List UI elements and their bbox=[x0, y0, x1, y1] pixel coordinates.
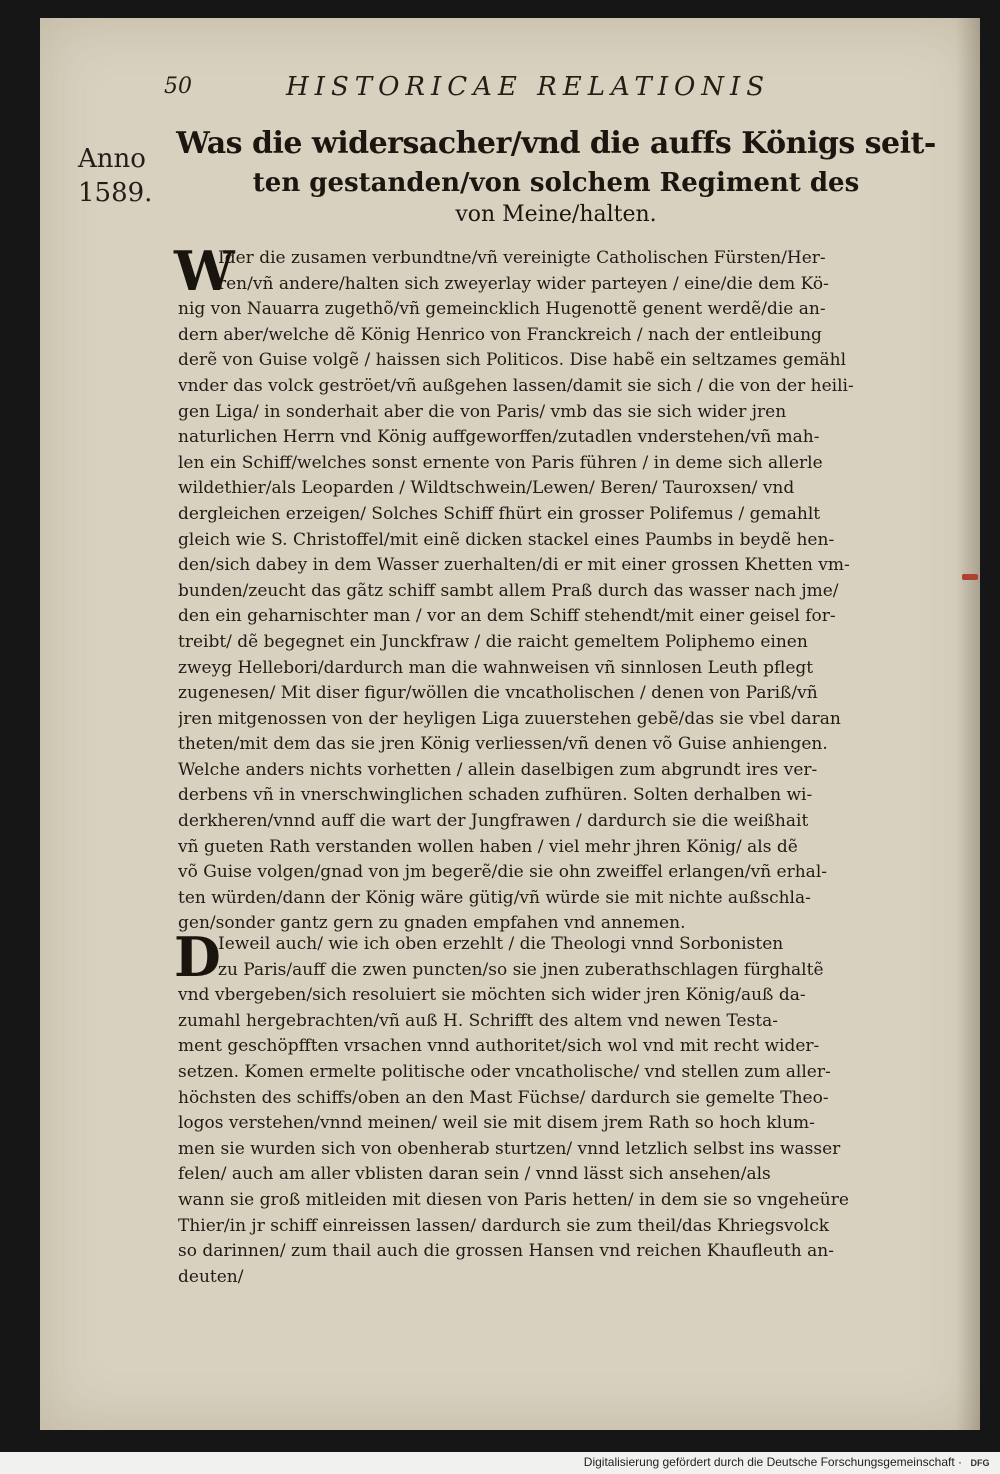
text-line: zumahl hergebrachten/vñ auß H. Schrifft des altem vnd newen Testa- bbox=[178, 1010, 779, 1031]
text-line: Ieweil auch/ wie ich oben erzehlt / die Theologi vnnd Sorbonisten bbox=[218, 934, 784, 954]
text-line: len ein Schiff/welches sonst ernente von Paris führen / in deme sich allerle bbox=[178, 452, 823, 473]
text-line: theten/mit dem das sie jren König verliessen/vñ denen võ Guise anhiengen. bbox=[178, 734, 828, 755]
heading-line: Was die widersacher/vnd die auffs Königs seit- bbox=[176, 126, 936, 161]
page-number: 50 bbox=[164, 74, 192, 99]
text-line: vnd vbergeben/sich resoluiert sie möchten sich wider jren König/auß da- bbox=[178, 985, 806, 1006]
page-gutter-shadow bbox=[956, 18, 980, 1430]
text-line: setzen. Komen ermelte politische oder vncatholische/ vnd stellen zum aller- bbox=[178, 1061, 831, 1082]
text-line: deuten/ bbox=[178, 1266, 244, 1287]
paragraph-1 bbox=[174, 239, 948, 937]
text-line: Welche anders nichts vorhetten / allein daselbigen zum abgrundt ires ver- bbox=[178, 759, 818, 780]
text-line: wann sie groß mitleiden mit diesen von Paris hetten/ in dem sie so vngeheüre bbox=[178, 1189, 849, 1210]
footer-bar bbox=[0, 1452, 1000, 1474]
text-line: derkheren/vnnd auff die wart der Jungfrawen / dardurch sie die weißhait bbox=[178, 811, 809, 832]
text-line: treibt/ dẽ begegnet ein Junckfraw / die raicht gemeltem Poliphemo einen bbox=[178, 631, 808, 652]
heading-line: ten gestanden/von solchem Regiment des bbox=[252, 168, 860, 198]
text-line: ment geschöpfften vrsachen vnnd authoritet/sich wol vnd mit recht wider- bbox=[178, 1036, 820, 1057]
text-line: gen/sonder gantz gern zu gnaden empfahen vnd annemen. bbox=[178, 913, 686, 934]
chapter-heading bbox=[172, 122, 940, 230]
text-line: zu Paris/auff die zwen puncten/so sie jnen zuberathschlagen fürghaltẽ bbox=[218, 959, 824, 980]
text-line: derbens vñ in vnerschwinglichen schaden zufhüren. Solten derhalben wi- bbox=[178, 785, 813, 806]
drop-cap-initial: W bbox=[174, 239, 235, 303]
running-head bbox=[164, 70, 824, 110]
heading-line: von Meine/halten. bbox=[455, 202, 657, 227]
text-line: dergleichen erzeigen/ Solches Schiff fhürt ein grosser Polifemus / gemahlt bbox=[178, 503, 821, 524]
text-line: nig von Nauarra zugethõ/vñ gemeincklich Hugenottẽ genent werdẽ/die an- bbox=[178, 299, 826, 320]
text-line: derẽ von Guise volgẽ / haissen sich Politicos. Dise habẽ ein seltzames gemähl bbox=[178, 350, 847, 371]
text-line: ren/vñ andere/halten sich zweyerlay wider parteyen / eine/die dem Kö- bbox=[218, 273, 829, 294]
drop-cap-initial: D bbox=[174, 925, 221, 989]
running-title: HISTORICAE RELATIONIS bbox=[286, 72, 771, 102]
text-line: dern aber/welche dẽ König Henrico von Franckreich / nach der entleibung bbox=[178, 324, 822, 345]
text-line: den/sich dabey in dem Wasser zuerhalten/di er mit einer grossen Khetten vm- bbox=[178, 555, 850, 576]
text-line: Thier/in jr schiff einreissen lassen/ dardurch sie zum theil/das Khriegsvolck bbox=[178, 1215, 830, 1236]
text-line: zweyg Hellebori/dardurch man die wahnweisen vñ sinnlosen Leuth pflegt bbox=[178, 657, 814, 678]
text-line: so darinnen/ zum thail auch die grossen Hansen vnd reichen Khaufleuth an- bbox=[178, 1241, 834, 1262]
text-line: wildethier/als Leoparden / Wildtschwein/Lewen/ Beren/ Tauroxsen/ vnd bbox=[178, 478, 795, 499]
text-line: ten würden/dann der König wäre gütig/vñ würde sie mit nichte außschla- bbox=[178, 887, 811, 908]
text-line: naturlichen Herrn vnd König auffgeworffen/zutadlen vnderstehen/vñ mah- bbox=[178, 427, 820, 448]
margin-note-year bbox=[78, 142, 186, 210]
text-line: gleich wie S. Christoffel/mit einẽ dicken stackel eines Paumbs in beydẽ hen- bbox=[178, 529, 835, 550]
text-line: bunden/zeucht das gãtz schiff sambt allem Praß durch das wasser nach jme/ bbox=[178, 580, 839, 601]
text-line: võ Guise volgen/gnad von jm begerẽ/die sie ohn zweiffel erlangen/vñ erhal- bbox=[178, 862, 827, 883]
text-line: felen/ auch am aller vblisten daran sein / vnnd lässt sich ansehen/als bbox=[178, 1164, 771, 1185]
text-line: men sie wurden sich von obenherab sturtzen/ vnnd letzlich selbst ins wasser bbox=[178, 1138, 841, 1159]
text-line: vnder das volck geströet/vñ außgehen lassen/damit sie sich / die von der heili- bbox=[178, 375, 854, 396]
text-line: zugenesen/ Mit diser figur/wöllen die vncatholischen / denen von Pariß/vñ bbox=[178, 683, 818, 704]
text-line: Ider die zusamen verbundtne/vñ vereinigte Catholischen Fürsten/Her- bbox=[218, 248, 826, 268]
text-line: logos verstehen/vnnd meinen/ weil sie mit disem jrem Rath so hoch klum- bbox=[178, 1113, 815, 1134]
margin-note-line: 1589. bbox=[78, 178, 153, 208]
funding-notice: Digitalisierung gefördert durch die Deutsche Forschungsgemeinschaft · bbox=[583, 1455, 962, 1469]
text-line: gen Liga/ in sonderhait aber die von Paris/ vmb das sie sich wider jren bbox=[178, 401, 787, 422]
bookmark-tab bbox=[962, 574, 978, 580]
paragraph-2 bbox=[174, 925, 948, 1290]
dfg-logo: DFG bbox=[970, 1458, 990, 1468]
text-line: höchsten des schiffs/oben an den Mast Füchse/ dardurch sie gemelte Theo- bbox=[178, 1087, 829, 1108]
text-line: jren mitgenossen von der heyligen Liga zuuerstehen gebẽ/das sie vbel daran bbox=[178, 708, 841, 729]
margin-note-line: Anno bbox=[78, 144, 146, 174]
text-line: den ein geharnischter man / vor an dem Schiff stehendt/mit einer geisel for- bbox=[178, 606, 836, 627]
text-line: vñ gueten Rath verstanden wollen haben / viel mehr jhren König/ als dẽ bbox=[178, 836, 798, 857]
